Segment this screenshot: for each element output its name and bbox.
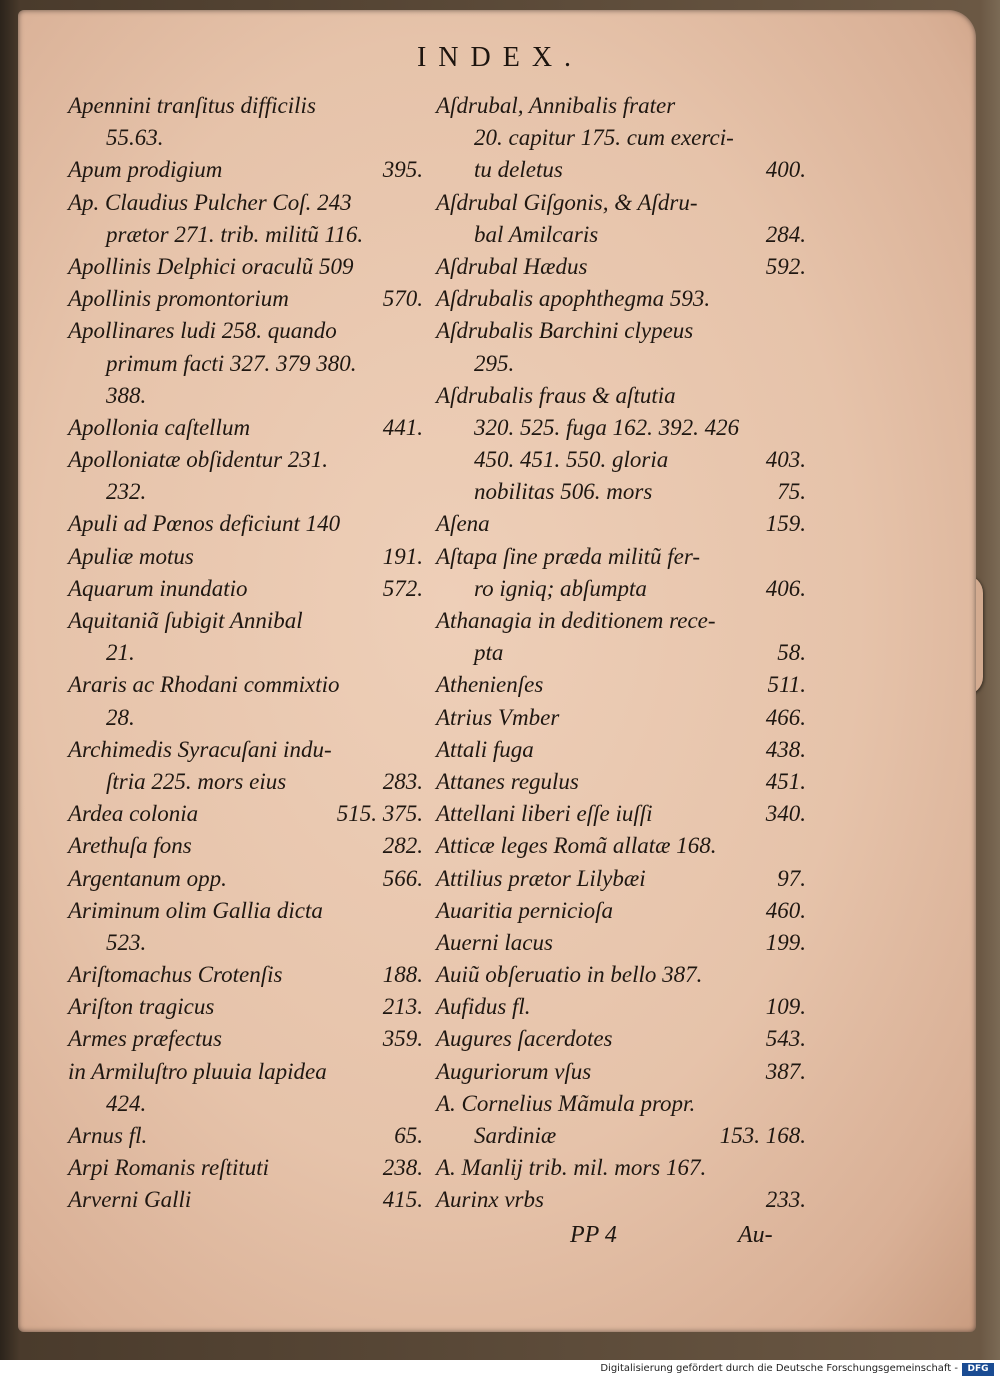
index-entry — [68, 122, 423, 154]
index-term: Aquarum inundatio — [68, 575, 248, 601]
index-page-number: 233. — [765, 1187, 806, 1213]
index-page-number: 572. — [382, 575, 423, 601]
index-page-number: 58. — [777, 640, 806, 666]
index-entry — [68, 90, 423, 122]
index-entry — [68, 798, 423, 830]
index-entry — [68, 1152, 423, 1184]
index-page-number: 406. — [765, 575, 806, 601]
index-term: Athanagia in deditionem rece- — [436, 608, 716, 633]
index-term: Araris ac Rhodani commixtio — [68, 672, 340, 698]
index-entry — [436, 154, 806, 186]
index-page-number: 65. — [394, 1123, 423, 1148]
index-entry — [436, 1023, 806, 1055]
index-page-number: 97. — [777, 865, 806, 891]
index-term: Apolloniatæ obſidentur 231. — [68, 447, 329, 473]
index-page-number: 460. — [765, 897, 806, 923]
index-entry — [68, 959, 423, 991]
index-term: 320. 525. fuga 162. 392. 426 — [474, 414, 740, 440]
index-page-number: 466. — [765, 704, 806, 730]
index-entry — [68, 927, 423, 959]
index-term: pta — [474, 640, 504, 666]
index-term: Aſdrubalis Barchini clypeus — [436, 318, 694, 344]
index-entry — [436, 766, 806, 798]
index-term: in Armiluſtro pluuia lapidea — [68, 1058, 327, 1084]
index-entry — [68, 154, 423, 186]
index-entry — [436, 830, 806, 862]
index-entry — [68, 476, 423, 508]
index-term: Ariſtomachus Crotenſis — [68, 962, 283, 988]
index-entry — [436, 1056, 806, 1088]
index-page-number: 511. — [767, 672, 806, 698]
index-page-number: 213. — [382, 994, 423, 1020]
index-term: Archimedis Syracuſani indu- — [68, 736, 332, 762]
index-entry — [68, 444, 423, 476]
index-entry — [436, 315, 806, 347]
index-term: Arverni Galli — [68, 1187, 192, 1213]
index-page-number: 395. — [382, 157, 423, 183]
index-page-number: 387. — [765, 1058, 806, 1084]
index-entry — [68, 863, 423, 895]
index-entry — [436, 1184, 806, 1216]
index-entry — [68, 219, 423, 251]
index-page-number: 109. — [765, 994, 806, 1020]
index-term: Arethuſa fons — [68, 833, 192, 859]
index-entry — [436, 251, 806, 283]
index-term: A. Manlij trib. mil. mors 167. — [436, 1155, 707, 1181]
index-entry — [436, 476, 806, 508]
index-term: Aſtapa ſine præda militũ fer- — [436, 543, 701, 569]
index-term: Aſdrubal Hædus — [436, 253, 588, 279]
index-entry — [436, 541, 806, 573]
index-term: Atticæ leges Romã allatæ 168. — [436, 833, 717, 859]
index-term: Aſdrubalis apophthegma 593. — [436, 286, 711, 312]
index-entry — [436, 444, 806, 476]
index-term: Augures ſacerdotes — [436, 1026, 613, 1052]
index-page-number: 592. — [765, 253, 806, 279]
index-entry — [436, 669, 806, 701]
index-term: primum facti 327. 379 380. — [106, 350, 357, 376]
index-term: 28. — [106, 704, 135, 730]
index-entry — [436, 122, 806, 154]
index-term: Attilius prætor Lilybæi — [436, 865, 646, 891]
index-term: bal Amilcaris — [474, 221, 599, 247]
index-term: 21. — [106, 640, 135, 666]
index-term: Atrius Vmber — [436, 704, 560, 730]
index-term: Auguriorum vſus — [436, 1058, 592, 1084]
index-entry — [436, 895, 806, 927]
index-entry — [68, 541, 423, 573]
index-term: 450. 451. 550. gloria — [474, 447, 669, 473]
index-page-number: 566. — [382, 865, 423, 891]
index-entry — [436, 798, 806, 830]
index-entry — [436, 605, 806, 637]
index-term: 20. capitur 175. cum exerci- — [474, 125, 734, 151]
index-term: Ariminum olim Gallia dicta — [68, 897, 323, 923]
index-entry — [436, 927, 806, 959]
index-page-number: 403. — [765, 447, 806, 473]
index-term: Aſdrubalis fraus & aſtutia — [436, 382, 676, 408]
index-entry — [68, 637, 423, 669]
index-page-number: 441. — [382, 414, 423, 440]
index-term: Apuliæ motus — [68, 543, 194, 569]
index-page-number: 515. 375. — [336, 801, 423, 827]
index-entry — [436, 637, 806, 669]
index-term: prætor 271. trib. militũ 116. — [106, 221, 364, 247]
index-page-number: 75. — [777, 479, 806, 505]
index-entry — [436, 991, 806, 1023]
index-term: Sardiniæ — [474, 1123, 557, 1148]
page-title: INDEX. — [416, 42, 584, 73]
index-page-number: 451. — [765, 768, 806, 794]
index-term: Arpi Romanis reſtituti — [68, 1155, 270, 1181]
signature-mark: PP 4 — [570, 1222, 617, 1248]
index-term: Attali fuga — [436, 736, 534, 762]
index-entry — [68, 766, 423, 798]
index-term: Ariſton tragicus — [68, 994, 215, 1020]
index-page-number: 191. — [382, 543, 423, 569]
index-term: Apollonia caſtellum — [68, 414, 251, 440]
index-term: Auiũ obſeruatio in bello 387. — [436, 962, 703, 988]
index-entry — [436, 863, 806, 895]
index-page-number: 340. — [765, 801, 806, 827]
index-entry — [68, 251, 423, 283]
index-entry — [68, 187, 423, 219]
index-entry — [436, 90, 806, 122]
index-term: nobilitas 506. mors — [474, 479, 653, 505]
index-entry — [436, 959, 806, 991]
index-entry — [68, 830, 423, 862]
index-page-number: 282. — [382, 833, 423, 859]
index-term: 55.63. — [106, 125, 164, 151]
index-entry — [68, 1184, 423, 1216]
index-entry — [68, 991, 423, 1023]
index-page-number: 283. — [382, 768, 423, 794]
index-entry — [68, 1088, 423, 1120]
index-column-right — [436, 90, 806, 1217]
index-entry — [436, 702, 806, 734]
index-page-number: 543. — [765, 1026, 806, 1052]
index-term: Apollinares ludi 258. quando — [68, 318, 337, 344]
index-term: Apum prodigium — [68, 157, 223, 183]
index-entry — [436, 283, 806, 315]
index-term: Ap. Claudius Pulcher Coſ. 243 — [68, 189, 352, 215]
index-entry — [68, 895, 423, 927]
index-term: 232. — [106, 479, 147, 505]
index-entry — [436, 380, 806, 412]
index-entry — [436, 412, 806, 444]
credit-bar — [0, 1360, 1000, 1379]
index-page-number: 199. — [765, 929, 806, 955]
index-term: Aſena — [436, 511, 490, 537]
catchword: Au- — [738, 1222, 773, 1248]
index-term: Ardea colonia — [68, 801, 199, 827]
index-term: Aquitaniã ſubigit Annibal — [68, 608, 303, 633]
index-term: Aſdrubal, Annibalis frater — [436, 93, 676, 118]
index-page-number: 400. — [765, 157, 806, 183]
index-term: Apollinis promontorium — [68, 286, 289, 312]
index-column-left — [68, 90, 423, 1217]
index-term: Attanes regulus — [436, 768, 579, 794]
index-term: 295. — [474, 350, 515, 376]
index-page-number: 238. — [382, 1155, 423, 1181]
index-term: Apuli ad Pœnos deficiunt 140 — [68, 511, 341, 537]
index-entry — [68, 412, 423, 444]
index-entry — [436, 219, 806, 251]
index-entry — [436, 187, 806, 219]
index-page-number: 359. — [382, 1026, 423, 1052]
index-entry — [68, 315, 423, 347]
index-entry — [68, 508, 423, 540]
index-entry — [68, 283, 423, 315]
index-term: Argentanum opp. — [68, 865, 227, 891]
index-term: Auerni lacus — [436, 929, 553, 955]
index-page-number: 153. 168. — [719, 1123, 806, 1148]
index-page-number: 188. — [382, 962, 423, 988]
index-page-number: 159. — [765, 511, 806, 537]
index-term: Attellani liberi eſſe iuſſi — [436, 801, 653, 827]
index-entry — [68, 1120, 423, 1152]
index-entry — [436, 734, 806, 766]
index-entry — [68, 380, 423, 412]
index-entry — [68, 702, 423, 734]
index-entry — [436, 1120, 806, 1152]
index-term: Armes præfectus — [68, 1026, 222, 1052]
index-page-number: 284. — [765, 221, 806, 247]
index-entry — [68, 573, 423, 605]
index-entry — [436, 573, 806, 605]
index-term: Aurinx vrbs — [436, 1187, 544, 1213]
index-term: Arnus fl. — [68, 1123, 148, 1148]
index-page-number: 438. — [765, 736, 806, 762]
index-entry — [68, 348, 423, 380]
dfg-logo-icon: DFG — [962, 1363, 994, 1376]
index-entry — [68, 669, 423, 701]
index-term: ſtria 225. mors eius — [106, 768, 287, 794]
index-page-number: 415. — [382, 1187, 423, 1213]
index-term: ro igniq; abſumpta — [474, 575, 647, 601]
index-entry — [436, 1152, 806, 1184]
index-entry — [436, 508, 806, 540]
index-term: Aufidus fl. — [436, 994, 531, 1020]
index-entry — [68, 734, 423, 766]
index-term: tu deletus — [474, 157, 563, 183]
index-term: 523. — [106, 929, 147, 955]
index-term: Auaritia pernicioſa — [436, 897, 613, 923]
index-page-number: 570. — [382, 286, 423, 312]
index-entry — [68, 1023, 423, 1055]
index-entry — [68, 1056, 423, 1088]
index-term: Athenienſes — [436, 672, 544, 698]
credit-text: Digitalisierung gefördert durch die Deutsche Forschungsgemeinschaft - — [600, 1363, 958, 1374]
index-term: Apollinis Delphici oraculũ 509 — [68, 253, 354, 279]
index-entry — [68, 605, 423, 637]
index-term: 424. — [106, 1090, 147, 1116]
index-term: 388. — [106, 382, 147, 408]
index-term: Aſdrubal Giſgonis, & Aſdru- — [436, 189, 698, 215]
index-term: A. Cornelius Mãmula propr. — [436, 1090, 696, 1116]
index-term: Apennini tranſitus difficilis — [68, 93, 316, 118]
index-entry — [436, 1088, 806, 1120]
index-entry — [436, 348, 806, 380]
